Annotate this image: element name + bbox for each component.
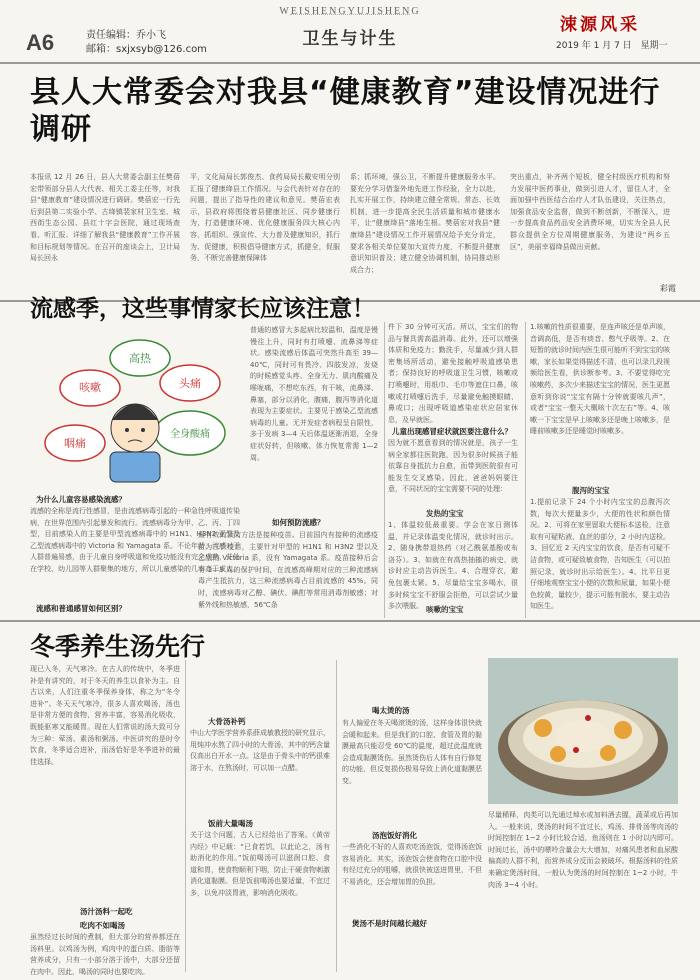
- article3-sub-soup-rice: 汤泡饭好消化: [372, 831, 417, 840]
- article2-headline: 流感季，这些事情家长应该注意！: [30, 296, 375, 322]
- issue-date: 2019 年 1 月 7 日 星期一: [556, 41, 668, 51]
- email-label: 邮箱：sxjxsyb@126.com: [86, 44, 207, 55]
- article3-sub-hot-soup: 喝太烫的汤: [372, 706, 410, 715]
- article1-author: 彩霞: [660, 284, 676, 293]
- column-rule: [384, 322, 385, 618]
- article1-col2: 平，文化局局长郭俊杰、食药局局长戴安明分别汇报了健康绛县工作情况。与会代表针对存在的问题，提出了指导性的建议和意见。樊蓓宏表示，县政府将围绕着县健康社区、同步健康行为，打造健康环境、优化健康服务四大核心内容，抓组织、强宣传、大力普及健康知识，抓行为、促健康，积极倡导健康方式，抓健全，促服务，不断完善健康保障体: [190, 173, 340, 263]
- article3-colF2: 关于这个问题，古人已经给出了答案。《黄帝内经》中记载：“已食若饥，以此论之，汤有助消化的作用。”饭前喝汤可以滋润口腔、食道和胃，使食物顺利下咽，防止干硬食物刺激消化道黏膜。但是饭前喝汤也要适量，不宜过多，以免冲淡胃液，影响消化吸收。: [190, 831, 330, 897]
- column-rule: [525, 322, 526, 618]
- article3-colH1: 尽量稀释，肉类可以先通过焯水或加料酒去腥，蔬菜或后再加入。一般来说，煲汤的时间不宜过长，鸡汤、排骨汤等肉汤的时间控制在 1~2 小时比较合适，鱼汤则在 1 小时以内即可。时间过长，汤中的嘌呤含量会大大增加，对痛风患者和血尿酸偏高的人群不利，而营养成分反而会被破坏。根据汤料的性质来确定煲汤时间，一般认为煲汤的时间控制在 1~2 小时，牛肉汤 3~4 小时。: [488, 811, 678, 889]
- article2-colC2: 因为就不愿意看到的情况就是，孩子一生病全家都往医院跑，因为很多时候孩子能依靠自身抵抗力自愈，而带到医院很有可能发生交叉感染。因此，爸爸妈妈要注意，不同状况的宝宝需要不同的处理：: [388, 439, 518, 494]
- article2-q2: 流感和普通感冒如何区别？: [36, 604, 126, 613]
- article2-q1: 为什么儿童容易感染流感？: [36, 495, 126, 504]
- article2-colB1: 普通的感冒大多起病比较温和，温度是慢慢往上升，同时有打喷嚏、流鼻涕等症状。感染流感后体温可突然升高至 39—40℃，同时可有畏冷、四肢发凉，发烧的时候感觉头疼、全身无力、肌肉酸痛及喉咙痛，不想吃东西，有干咳，流鼻涕、鼻塞，部分以消化，腹痛，腹泻等消化道表现为主要症状。主要见于感染乙型流感病毒的儿童。无并发症者病程呈自限性，多于发病 3—4 天后体温逐渐消退，全身症状好转，但咳嗽、体力恢复常需 1—2 周。: [250, 326, 378, 462]
- tag-diarrhea-child: 腹泻的宝宝: [572, 486, 610, 495]
- label-headache: 头痛: [179, 377, 201, 390]
- article3-sub2: 吃肉不如喝汤: [80, 921, 125, 930]
- article3-sub1: 汤汁汤料一起吃: [80, 907, 133, 916]
- article3-sub-boil-time: 煲汤不是时间越长越好: [352, 919, 427, 928]
- article3-colE1: 现已入冬，天气寒冷。在古人的传统中，冬季进补是有讲究的，对于冬天的养生以食补为主。自古以来，人们注重冬季保养身体，称之为“冬令进补”。冬天天气寒冷，很多人喜欢喝汤，汤也是非常方便的食物，营养丰富，容易消化吸收，既能驱寒又能暖胃。现在人们常说的汤大致可分为三种：荤汤、素汤和粥汤。中医讲究的是时令饮食，冬季适合进补，而汤恰好是冬季进补的最佳选择。: [30, 665, 180, 766]
- soup-photo: [488, 658, 678, 804]
- article2-colC1: 件下 30 分钟可灭活。所以，宝宝们的物品与餐具需高温消毒。此外，还可以增强体质和免疫力；勤洗手，尽量减少到人群密集场所活动，避免接触呼吸道感染患者；保持良好的呼吸道卫生习惯，咳嗽或打喷嚏时，用纸巾、毛巾等遮住口鼻，咳嗽或打喷嚏后洗手，尽量避免触摸眼睛、鼻或口；出现呼吸道感染症状应居家休息，及早就医。: [388, 323, 518, 424]
- article2-colC3: 1、体温较低最重要。学会在家日测体温，并记录体温变化情况，就诊时出示。2、随身携带退热药（对乙酰氨基酚或布洛芬）。3、如就在有高热抽搐的病史，就诊时应主动告诉医生。4、合理穿衣，避免包裹太紧。5、尽量给宝宝多喝水，很多时候宝宝不舒服会拒绝，可以尝试少量多次喂服。: [388, 521, 518, 611]
- article2-colD1: 1.咳嗽的性质很重要，是连声咳还是单声咳，音调高低，是否有痰音、憋气乎吸等。2、在短暂的就诊时间内医生很可能听不到宝宝的咳嗽，家长如果觉得描述不清，也可以录几段视频给医生看，供诊断参考。3、不要觉得吃完咳嗽药，多次少来描述宝宝的情况，医生更愿意听到你说“宝宝有隔十分钟就要咳几声”，或者“宝宝一整天大概咳十次左右”等。4、咳嗽一下宝宝是早上咳嗽多还是晚上咳嗽多，是睡前咳嗽多还是睡觉时咳嗽多。: [530, 323, 670, 436]
- label-body-ache: 全身酸痛: [170, 429, 210, 440]
- section-title-pinyin: WEISHENGYUJISHENG: [279, 6, 421, 17]
- article1-col3: 系；抓环境，强公卫，不断提升健康服务水平。要充分学习借鉴外地先进工作经验，全力以赴，扎实开展工作，持续建立健全常规、常态、长效机制，进一步提高全民生活质量和城市健康水平，让“健康绛县”落地生根。樊蓓宏对我县“健康绛县”建设情况工作开展情况给予充分肯定，要求各相关单位要加大宣传力度，不断提升健康意识知识普及；建立健全协调机制，协同推动形成合力；: [350, 173, 500, 274]
- article3-colG2: 一些消化不好的人喜欢吃汤泡饭，觉得汤泡饭容易消化。其实，汤泡饭会使食物在口腔中没有经过充分的咀嚼，就很快被送进胃里，不但不易消化，还会增加胃的负担。: [342, 843, 482, 886]
- article2-colD2: 1.提前记录下 24 个小时内宝宝的总腹泻次数，每次大便量多少，大便的性状和颜色情况。2、可将在家里留取大便标本送检，注意取有可疑粘液、血丝的部分，2 小时内送检。3、回忆近 2 天内宝宝的饮食，是否有可疑不洁食物，或可疑致敏食物，告知医生（可以拍照记录，就诊时出示给医生）。4、比平日更仔细地观察宝宝小便的次数和尿量，如果小便色较黄，量较少，提示可能有脱水，要主动告知医生。: [530, 498, 670, 611]
- article3-headline: 冬季养生汤先行: [30, 632, 206, 661]
- column-rule: [336, 660, 337, 972]
- column-rule: [185, 660, 186, 972]
- article3-sub-before-meal: 饭前大量喝汤: [208, 819, 253, 828]
- article2-q3: 如何预防流感？: [272, 518, 325, 527]
- article1-col1: 本报讯 12 月 26 日，县人大常委会副主任樊蓓宏带领部分县人大代表、相关工委主任等，对我县“健康教育”建设情况进行调研。樊蓓宏一行先后到县第二实验小学、古绛镇裴家村卫生室、城西街生态公园、县红十字会医院，通过现场查看、听汇报、详细了解我县“健康教育”工作开展和目标规划等情况。在召开的座谈会上，卫计局局长回永: [30, 173, 180, 263]
- article2-colB2: 最有效的预防方法是接种疫苗。目前国内有接种的流感疫苗为三价疫苗，主要针对甲型的 H1N1 和 H3N2 型以及乙型的 Victoria 系，没有 Yamagata 系。疫苗接种后会有 2—3 周的保护时间，在流感高峰期对应的三种流感病毒产生抵抗力，这三种流感病毒占目前流感的 45%。同时，流感病毒对乙醇、碘伏、碘酊等常用消毒剂敏感；对紫外线和热敏感，56℃条: [198, 531, 378, 609]
- editor-label: 责任编辑：乔小飞: [86, 30, 166, 41]
- flu-illustration: [30, 328, 245, 488]
- article3-colG1: 有人偏爱在冬天喝滚烫的汤，这样身体很快就会暖和起来。但是我们的口腔、食管及胃的黏膜最高只能忍受 60℃的温度，超过此温度就会造成黏膜烫伤。虽然烫伤后人体有自行修复的功能，但反复损伤极易导致上消化道黏膜恶变。: [342, 719, 482, 785]
- section-divider-3: [0, 620, 700, 622]
- label-fever: 高热: [129, 352, 151, 365]
- newspaper-brand: 涑源风采: [560, 15, 640, 35]
- article1-headline: 县人大常委会对我县“健康教育”建设情况进行调研: [30, 75, 661, 147]
- tag-fever-child: 发热的宝宝: [426, 509, 464, 518]
- article2-q4: 儿童出现感冒症状就医要注意什么？: [392, 427, 512, 436]
- article1-col4: 突出重点，补齐两个短板，健全村级医疗机构和努力发展中医药事业，做到引进人才，留住人才，全面加强中西医结合治疗人才队伍建设，关注热点，加强食品安全监督，做到不断创新，不断深入，进一步提高食品药品安全消费环境，切实为全县人民群众提供全方位周期健康服务，为建设“两乡五区”，美丽幸福绛县做出贡献。: [510, 173, 670, 251]
- article3-sub-bone-soup: 大骨汤补钙: [208, 717, 246, 726]
- article3-colE2: 虽然经过长时间的煮制，但大部分的营养都还在汤料里。以鸡汤为例，鸡肉中的蛋白质、脂肪等营养成分，只有一小部分溶于汤中，大部分还留在肉中。因此，喝汤的同时也要吃肉。: [30, 933, 180, 976]
- article2-a1: 流感的全称是流行性感冒，是由流感病毒引起的一种急性呼吸道传染病，在世界范围内引起暴发和流行。流感病毒分为甲、乙、丙、丁四型，目前感染人的主要是甲型流感病毒中的 H1N1、H3N2 亚型及乙型流感病毒中的 Victoria 和 Yamagata 系。不论年龄，流感对于人群普遍易感，由于儿童自身呼吸道和免疫功能没有完全成熟，并处在学校、幼儿园等人群聚集的地方，所以儿童感染的几率高于成人。: [30, 507, 240, 573]
- sick-child-icon: [110, 404, 160, 482]
- section-divider: [290, 14, 410, 15]
- label-cough: 咳嗽: [79, 381, 101, 394]
- label-sore-throat: 咽痛: [64, 437, 86, 450]
- tag-cough-child: 咳嗽的宝宝: [426, 605, 464, 614]
- article3-colF1: 中山大学医学营养系薛成敏教授的研究显示，用炖冲水熬了四小时的大骨汤，其中的钙含量仅高出白开水一点。这是由于骨头中的钙很难溶于水，在熬汤时，可以加一点醋。: [190, 729, 330, 772]
- page-number: A6: [26, 30, 55, 55]
- section-title: 卫生与计生: [302, 29, 398, 49]
